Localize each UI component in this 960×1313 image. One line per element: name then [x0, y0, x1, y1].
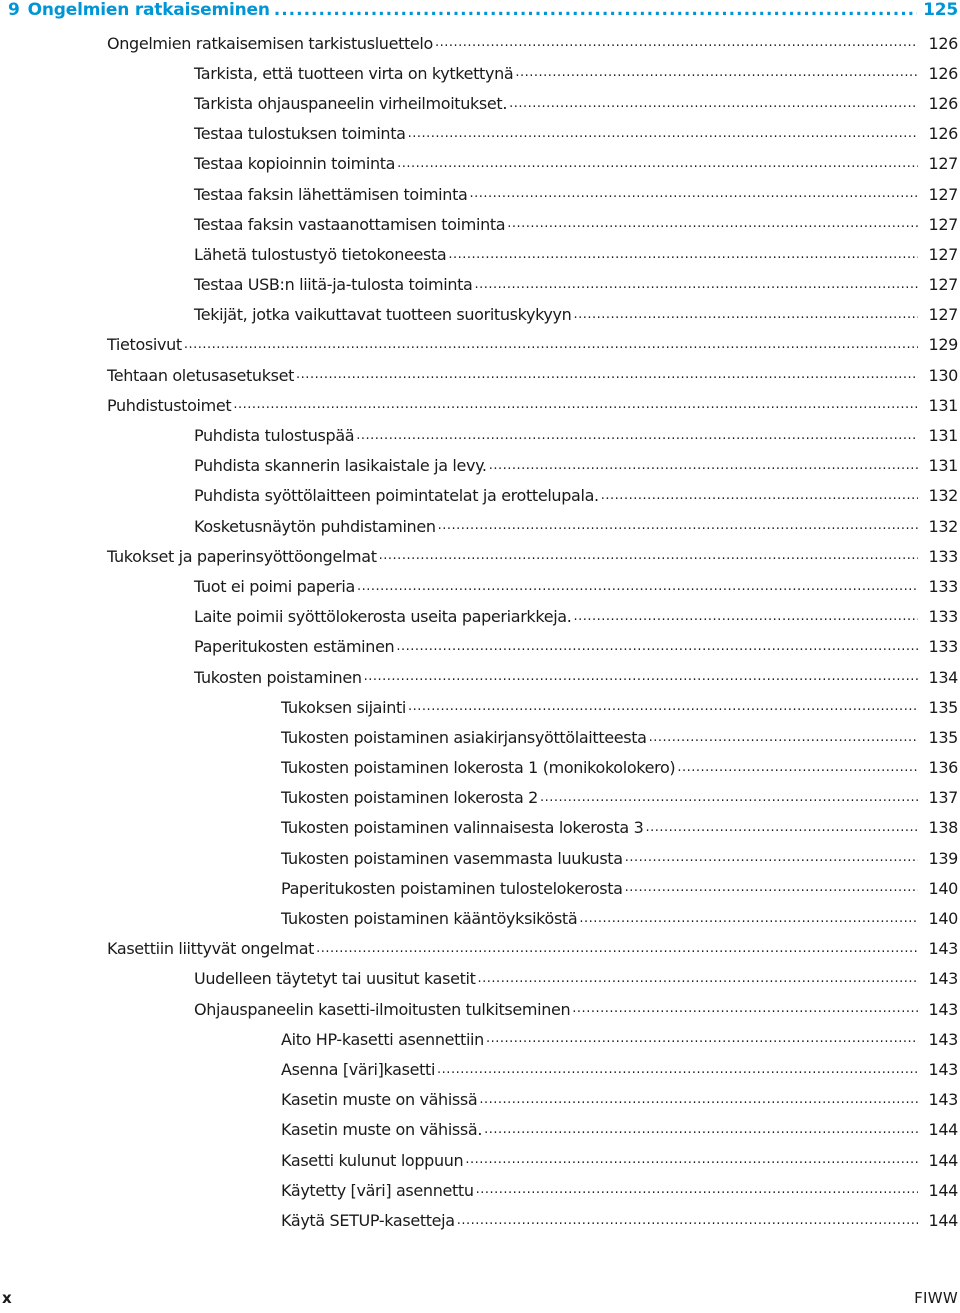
toc-entry[interactable] [0, 541, 960, 571]
dot-leader [296, 367, 918, 390]
toc-entry-title: Tuot ei poimi paperia [194, 576, 355, 596]
toc-entry-page-number: 130 [928, 365, 958, 385]
toc-entry-title: Testaa USB:n liitä-ja-tulosta toiminta [194, 275, 473, 295]
footer-page-number: x [2, 1289, 12, 1307]
dot-leader [316, 941, 918, 964]
toc-entry-page-number: 126 [928, 93, 958, 113]
toc-entry-title: Tarkista ohjauspaneelin virheilmoitukset. [194, 93, 508, 113]
toc-entry-title: Testaa faksin vastaanottamisen toiminta [194, 214, 506, 234]
toc-entry-title: Uudelleen täytetyt tai uusitut kasetit [194, 969, 476, 989]
toc-entry[interactable] [0, 360, 960, 390]
toc-entry[interactable] [0, 451, 960, 481]
toc-entry-title: Kasetti kulunut loppuun [281, 1150, 464, 1170]
toc-entry-title: Kasetin muste on vähissä [281, 1090, 478, 1110]
toc-entry-page-number: 139 [928, 848, 958, 868]
dot-leader [397, 156, 918, 179]
dot-leader [489, 458, 918, 481]
dot-leader [274, 0, 917, 20]
toc-entry[interactable] [0, 390, 960, 420]
toc-entry-page-number: 132 [928, 516, 958, 536]
toc-entry-title: Tietosivut [107, 335, 182, 355]
toc-entry-page-number: 127 [928, 154, 958, 174]
dot-leader [486, 1031, 918, 1054]
chapter-number: 9 [8, 0, 20, 20]
toc-entry[interactable] [0, 813, 960, 843]
toc-entry[interactable] [0, 843, 960, 873]
dot-leader [601, 488, 918, 511]
toc-entry[interactable] [0, 209, 960, 239]
toc-entry-title: Aito HP-kasetti asennettiin [281, 1029, 484, 1049]
toc-entry[interactable] [0, 1024, 960, 1054]
dot-leader [645, 820, 918, 843]
dot-leader [573, 609, 918, 632]
toc-entry-page-number: 133 [928, 607, 958, 627]
toc-entry-page-number: 126 [928, 124, 958, 144]
toc-entry-title: Puhdista skannerin lasikaistale ja levy. [194, 456, 487, 476]
toc-entry-page-number: 144 [928, 1120, 958, 1140]
toc-entry-page-number: 133 [928, 546, 958, 566]
toc-entry-title: Testaa tulostuksen toiminta [194, 124, 406, 144]
toc-entry[interactable] [0, 934, 960, 964]
dot-leader [579, 911, 918, 934]
toc-entry[interactable] [0, 662, 960, 692]
toc-entry-page-number: 131 [928, 426, 958, 446]
toc-entry[interactable] [0, 1175, 960, 1205]
toc-entry[interactable] [0, 903, 960, 933]
dot-leader [474, 277, 918, 300]
toc-entry-page-number: 126 [928, 33, 958, 53]
toc-entry[interactable] [0, 692, 960, 722]
dot-leader [435, 35, 918, 58]
toc-entry-page-number: 136 [928, 758, 958, 778]
toc-entry-title: Tukokset ja paperinsyöttöongelmat [107, 546, 377, 566]
toc-entry-page-number: 127 [928, 214, 958, 234]
toc-entry-page-number: 135 [928, 697, 958, 717]
dot-leader [515, 65, 918, 88]
toc-entry-title: Tukosten poistaminen lokerosta 1 (monikokolokero) [281, 758, 676, 778]
dot-leader [625, 850, 918, 873]
toc-entry[interactable] [0, 753, 960, 783]
dot-leader [408, 699, 918, 722]
toc-entry-title: Tehtaan oletusasetukset [107, 365, 295, 385]
table-of-contents [0, 28, 960, 1236]
dot-leader [356, 428, 918, 451]
toc-entry-title: Ongelmien ratkaisemisen tarkistusluettelo [107, 33, 433, 53]
toc-entry[interactable] [0, 149, 960, 179]
toc-entry-page-number: 127 [928, 305, 958, 325]
toc-entry-title: Testaa faksin lähettämisen toiminta [194, 184, 468, 204]
toc-entry[interactable] [0, 28, 960, 58]
toc-entry-page-number: 137 [928, 788, 958, 808]
page-footer [0, 1287, 960, 1313]
toc-entry[interactable] [0, 239, 960, 269]
toc-entry-title: Puhdistustoimet [107, 395, 232, 415]
dot-leader [233, 397, 918, 420]
toc-entry-page-number: 135 [928, 727, 958, 747]
dot-leader [625, 880, 918, 903]
dot-leader [396, 639, 918, 662]
dot-leader [677, 760, 918, 783]
toc-entry[interactable] [0, 1085, 960, 1115]
toc-entry-title: Tukosten poistaminen asiakirjansyöttölaitteesta [281, 727, 647, 747]
chapter-page-number: 125 [923, 0, 958, 20]
toc-entry-title: Tukosten poistaminen valinnaisesta lokerosta 3 [281, 818, 644, 838]
toc-entry-title: Kasettiin liittyvät ongelmat [107, 939, 315, 959]
toc-entry-page-number: 127 [928, 275, 958, 295]
toc-entry[interactable] [0, 1115, 960, 1145]
toc-entry[interactable] [0, 179, 960, 209]
toc-entry-page-number: 134 [928, 667, 958, 687]
toc-entry-title: Tekijät, jotka vaikuttavat tuotteen suorituskykyyn [194, 305, 572, 325]
toc-entry[interactable] [0, 420, 960, 450]
dot-leader [469, 186, 918, 209]
toc-entry[interactable] [0, 58, 960, 88]
toc-entry-page-number: 143 [928, 1090, 958, 1110]
toc-entry[interactable] [0, 632, 960, 662]
toc-entry-page-number: 144 [928, 1150, 958, 1170]
toc-entry-title: Ohjauspaneelin kasetti-ilmoitusten tulkitseminen [194, 999, 571, 1019]
dot-leader [509, 96, 918, 119]
toc-entry[interactable] [0, 330, 960, 360]
toc-entry-page-number: 143 [928, 969, 958, 989]
toc-entry-page-number: 131 [928, 456, 958, 476]
toc-entry-page-number: 144 [928, 1180, 958, 1200]
toc-entry-title: Käytetty [väri] asennettu [281, 1180, 474, 1200]
dot-leader [465, 1152, 918, 1175]
toc-entry-page-number: 140 [928, 909, 958, 929]
toc-entry[interactable] [0, 873, 960, 903]
toc-entry[interactable] [0, 783, 960, 813]
toc-entry-page-number: 133 [928, 576, 958, 596]
toc-entry-title: Asenna [väri]kasetti [281, 1059, 436, 1079]
toc-entry[interactable] [0, 88, 960, 118]
toc-entry[interactable] [0, 511, 960, 541]
dot-leader [484, 1122, 918, 1145]
toc-entry-page-number: 143 [928, 1029, 958, 1049]
toc-entry-page-number: 144 [928, 1210, 958, 1230]
toc-entry[interactable] [0, 1205, 960, 1235]
dot-leader [438, 518, 918, 541]
toc-entry[interactable] [0, 964, 960, 994]
dot-leader [476, 1182, 918, 1205]
dot-leader [572, 1001, 918, 1024]
toc-entry-title: Kasetin muste on vähissä. [281, 1120, 483, 1140]
dot-leader [364, 669, 918, 692]
chapter-title: Ongelmien ratkaiseminen [27, 0, 270, 20]
dot-leader [357, 579, 918, 602]
toc-entry[interactable] [0, 602, 960, 632]
toc-entry-page-number: 126 [928, 63, 958, 83]
dot-leader [437, 1062, 918, 1085]
footer-language-code: FIWW [914, 1289, 958, 1307]
toc-entry-title: Tukosten poistaminen vasemmasta luukusta [281, 848, 623, 868]
toc-entry-page-number: 127 [928, 244, 958, 264]
dot-leader [457, 1213, 918, 1236]
dot-leader [379, 548, 918, 571]
dot-leader [573, 307, 918, 330]
dot-leader [408, 126, 918, 149]
dot-leader [478, 971, 918, 994]
toc-entry-title: Paperitukosten poistaminen tulostelokerosta [281, 878, 623, 898]
toc-entry[interactable] [0, 119, 960, 149]
toc-entry[interactable] [0, 270, 960, 300]
toc-entry-title: Tukoksen sijainti [281, 697, 407, 717]
toc-entry-page-number: 138 [928, 818, 958, 838]
toc-entry-page-number: 143 [928, 999, 958, 1019]
toc-entry[interactable] [0, 1145, 960, 1175]
toc-entry-page-number: 129 [928, 335, 958, 355]
toc-entry-page-number: 143 [928, 1059, 958, 1079]
toc-entry-title: Laite poimii syöttölokerosta useita paperiarkkeja. [194, 607, 572, 627]
toc-entry-page-number: 133 [928, 637, 958, 657]
toc-entry-title: Tarkista, että tuotteen virta on kytkettynä [194, 63, 514, 83]
toc-entry[interactable] [0, 1054, 960, 1084]
toc-entry[interactable] [0, 994, 960, 1024]
dot-leader [448, 247, 918, 270]
toc-entry[interactable] [0, 300, 960, 330]
toc-entry-title: Lähetä tulostustyö tietokoneesta [194, 244, 447, 264]
toc-entry-title: Tukosten poistaminen lokerosta 2 [281, 788, 538, 808]
dot-leader [540, 790, 918, 813]
toc-entry-title: Puhdista tulostuspää [194, 426, 355, 446]
toc-entry-page-number: 143 [928, 939, 958, 959]
toc-entry-title: Tukosten poistaminen [194, 667, 362, 687]
dot-leader [184, 337, 918, 360]
toc-entry-page-number: 140 [928, 878, 958, 898]
dot-leader [649, 730, 918, 753]
toc-entry-title: Paperitukosten estäminen [194, 637, 395, 657]
toc-entry-title: Kosketusnäytön puhdistaminen [194, 516, 436, 536]
toc-entry[interactable] [0, 481, 960, 511]
toc-entry[interactable] [0, 722, 960, 752]
toc-entry-page-number: 127 [928, 184, 958, 204]
chapter-heading[interactable] [8, 0, 958, 26]
toc-entry-page-number: 131 [928, 395, 958, 415]
toc-entry-title: Puhdista syöttölaitteen poimintatelat ja erottelupala. [194, 486, 599, 506]
dot-leader [479, 1092, 918, 1115]
toc-entry-title: Tukosten poistaminen kääntöyksiköstä [281, 909, 578, 929]
dot-leader [507, 216, 918, 239]
toc-entry-title: Testaa kopioinnin toiminta [194, 154, 396, 174]
toc-entry-title: Käytä SETUP-kasetteja [281, 1210, 455, 1230]
toc-entry-page-number: 132 [928, 486, 958, 506]
toc-entry[interactable] [0, 571, 960, 601]
